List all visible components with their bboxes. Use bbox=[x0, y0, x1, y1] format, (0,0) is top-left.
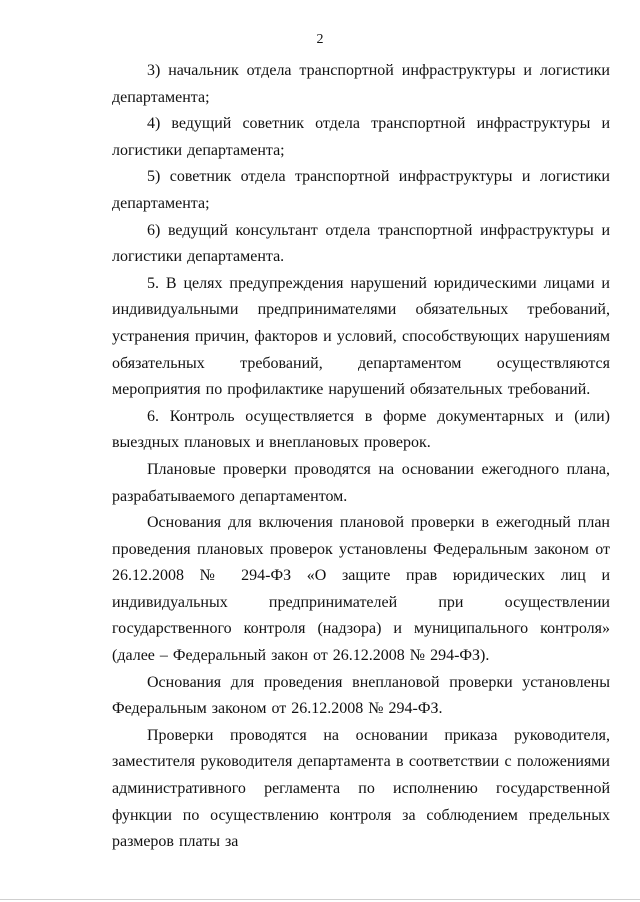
paragraph-inspection-order: Проверки проводятся на основании приказа руководителя, заместителя руководителя департамента в соответствии с положениями административного регламента по исполнению государственной функции по осуществлению контроля за соблюдением предельных размеров платы за bbox=[112, 726, 610, 851]
paragraph-item-4: 4) ведущий советник отдела транспортной инфраструктуры и логистики департамента; bbox=[112, 115, 610, 159]
paragraph-planned-inspections: Плановые проверки проводятся на основании ежегодного плана, разрабатываемого департаментом. bbox=[112, 460, 610, 505]
paragraph-planned-grounds: Основания для включения плановой проверки в ежегодный план проведения плановых проверок установлены Федеральным законом от 26.12.2008 № 294-ФЗ «О защите прав юридических лиц и индивидуальных предпринимателей при осуществлении государственного контроля (надзора) и муниципального контроля» (далее – Федеральный закон от 26.12.2008 № 294-ФЗ). bbox=[112, 514, 610, 665]
bottom-edge-line bbox=[0, 899, 640, 900]
paragraph-item-3: 3) начальник отдела транспортной инфраструктуры и логистики департамента; bbox=[112, 62, 610, 106]
paragraph-clause-5: 5. В целях предупреждения нарушений юридическими лицами и индивидуальными предпринимателями обязательных требований, устранения причин, факторов и условий, способствующих нарушениям обязательных требований, департаментом осуществляются мероприятия по профилактике нарушений обязательных требований. bbox=[112, 274, 610, 399]
paragraph-item-6: 6) ведущий консультант отдела транспортной инфраструктуры и логистики департамента. bbox=[112, 221, 610, 266]
page-number: 2 bbox=[316, 32, 324, 47]
document-body bbox=[112, 58, 610, 856]
paragraph-item-5: 5) советник отдела транспортной инфраструктуры и логистики департамента; bbox=[112, 168, 610, 212]
paragraph-unplanned-grounds: Основания для проведения внеплановой проверки установлены Федеральным законом от 26.12.2008 № 294-ФЗ. bbox=[112, 673, 610, 718]
paragraph-clause-6: 6. Контроль осуществляется в форме документарных и (или) выездных плановых и внеплановых проверок. bbox=[112, 407, 610, 452]
